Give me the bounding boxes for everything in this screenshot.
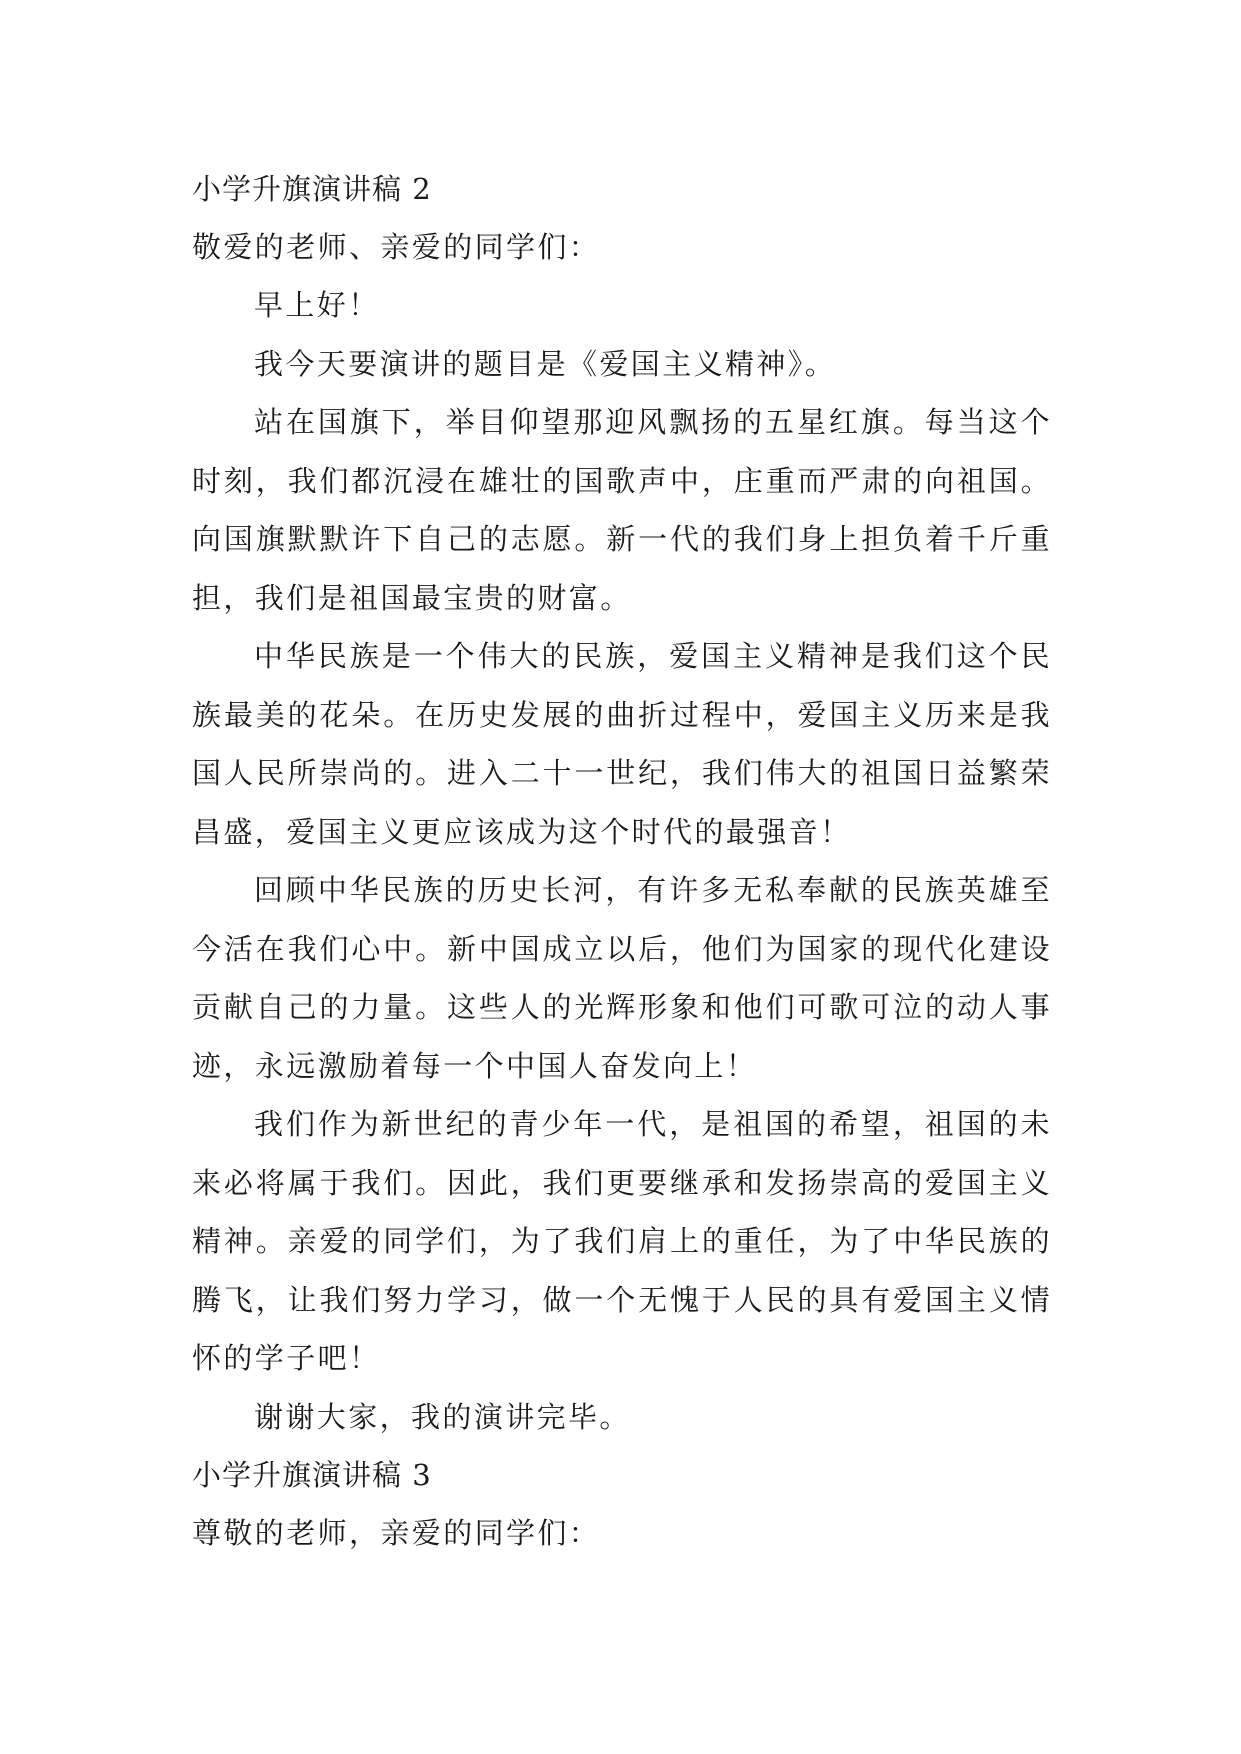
paragraph-closing: 谢谢大家，我的演讲完毕。	[254, 1399, 631, 1434]
salutation: 尊敬的老师，亲爱的同学们：	[192, 1516, 601, 1550]
section-title: 小学升旗演讲稿 3	[192, 1458, 432, 1492]
document-body	[192, 160, 1052, 1562]
paragraph-topic: 我今天要演讲的题目是《爱国主义精神》。	[254, 346, 837, 381]
salutation: 敬爱的老师、亲爱的同学们：	[192, 230, 601, 264]
section-title: 小学升旗演讲稿 2	[192, 172, 432, 206]
paragraph-youth: 我们作为新世纪的青少年一代，是祖国的希望，祖国的未来必将属于我们。因此，我们更要继承和发扬崇高的爱国主义精神。亲爱的同学们，为了我们肩上的重任，为了中华民族的腾飞，让我们努力学习，做一个无愧于人民的具有爱国主义情怀的学子吧！	[192, 1107, 1052, 1375]
paragraph-history: 回顾中华民族的历史长河，有许多无私奉献的民族英雄至今活在我们心中。新中国成立以后，他们为国家的现代化建设贡献自己的力量。这些人的光辉形象和他们可歌可泣的动人事迹，永远激励着每一个中国人奋发向上！	[192, 873, 1052, 1083]
paragraph-flag: 站在国旗下，举目仰望那迎风飘扬的五星红旗。每当这个时刻，我们都沉浸在雄壮的国歌声中，庄重而严肃的向祖国。向国旗默默许下自己的志愿。新一代的我们身上担负着千斤重担，我们是祖国最宝贵的财富。	[192, 405, 1052, 615]
paragraph-nation: 中华民族是一个伟大的民族，爱国主义精神是我们这个民族最美的花朵。在历史发展的曲折过程中，爱国主义历来是我国人民所崇尚的。进入二十一世纪，我们伟大的祖国日益繁荣昌盛，爱国主义更应该成为这个时代的最强音！	[192, 639, 1052, 849]
paragraph-greeting: 早上好！	[254, 288, 380, 322]
